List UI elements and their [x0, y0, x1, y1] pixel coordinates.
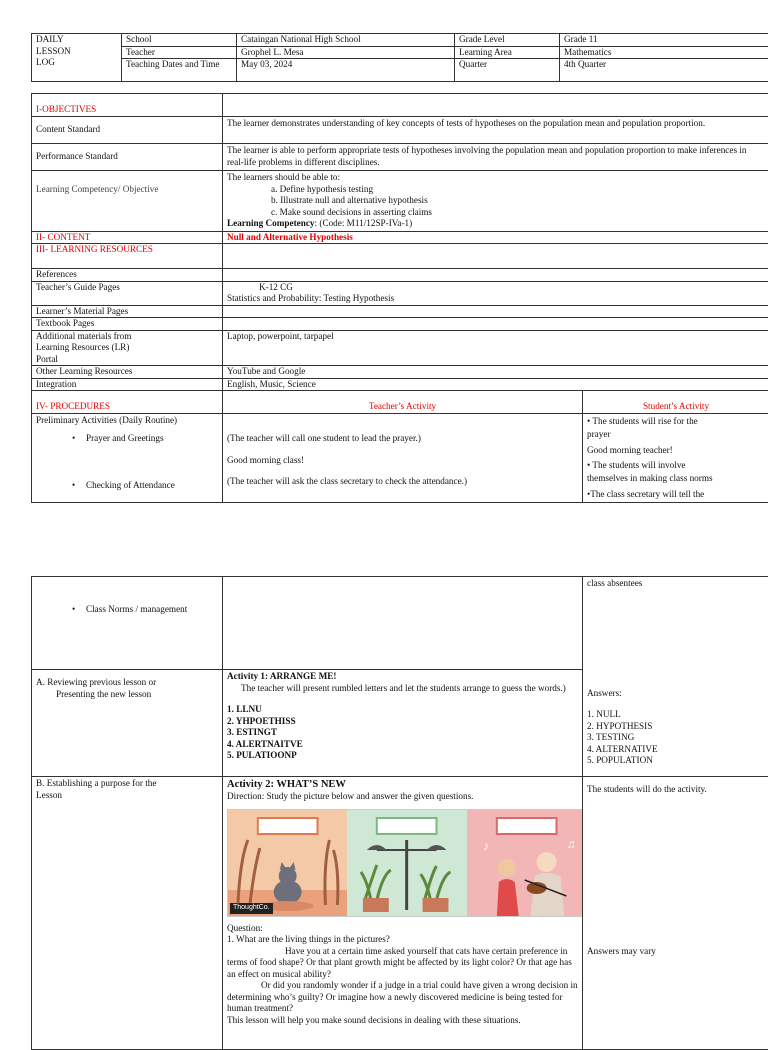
objectives-blank [223, 94, 768, 117]
activity1-cell [223, 670, 583, 777]
teacher-routine-cell [223, 414, 583, 503]
activity2-cell [223, 777, 583, 1050]
plant-panel [347, 810, 466, 916]
quarter-label: Quarter [455, 59, 560, 82]
teacher-label: Teacher [122, 46, 237, 59]
teacher-activity-heading: Teacher’s Activity [223, 391, 583, 414]
integration-value: English, Music, Science [223, 378, 768, 391]
competency-code: Learning Competency: (Code: M11/12SP-IVa-1) [227, 218, 765, 230]
tb-label: Textbook Pages [32, 318, 223, 331]
student-norms-cont: themselves in making class norms [587, 472, 765, 485]
student-secretary: •The class secretary will tell the [587, 488, 765, 501]
student-greet: Good morning teacher! [587, 444, 765, 457]
review-label: A. Reviewing previous lesson or Presenting the new lesson [32, 670, 223, 777]
paragraph-1: Have you at a certain time asked yourself that cats have certain preference in terms of food shape? Or that plant growth might be affected by its light color? Or that age has an effect on musical ability? [227, 946, 578, 981]
purpose-label: B. Establishing a purpose for the Lesson [32, 777, 223, 1050]
competency-item: b. Illustrate null and alternative hypothesis [227, 195, 765, 207]
student-activity2-cell [583, 777, 768, 1050]
competency-intro: The learners should be able to: [227, 172, 765, 184]
performance-standard-label: Performance Standard [32, 144, 223, 171]
performance-standard-text: The learner is able to perform appropriate tests of hypotheses involving the population mean and population proportion to make inferences in real-life problems in different disciplines. [223, 144, 768, 171]
answers-label: Answers: [587, 688, 765, 700]
content-value: Null and Alternative Hypothesis [223, 231, 768, 244]
question-label: Question: [227, 923, 578, 935]
paragraph-3: This lesson will help you make sound decisions in dealing with these situations. [227, 1015, 578, 1027]
competency-label: Learning Competency/ Objective [32, 171, 223, 232]
school-label: School [122, 34, 237, 47]
tg-label: Teacher’s Guide Pages [32, 281, 223, 305]
competency-item: c. Make sound decisions in asserting claims [227, 207, 765, 219]
procedures-heading: IV- PROCEDURES [32, 391, 223, 414]
violin-panel [467, 810, 583, 916]
attendance-label: • Checking of Attendance [36, 480, 218, 492]
quarter-value: 4th Quarter [560, 59, 768, 82]
other-resources-label: Other Learning Resources [32, 366, 223, 379]
dates-value: May 03, 2024 [237, 59, 455, 82]
dll-title: DAILY LESSON LOG [32, 34, 122, 82]
answers-vary: Answers may vary [587, 946, 765, 958]
question-1: 1. What are the living things in the pictures? [227, 934, 578, 946]
teacher-greet: Good morning class! [227, 455, 578, 467]
lesson-table-page2 [31, 576, 768, 1050]
resources-blank [223, 244, 768, 269]
norms-cell [32, 577, 223, 670]
competency-item: a. Define hypothesis testing [227, 184, 765, 196]
class-absentees: class absentees [587, 578, 765, 590]
teacher-value: Grophel L. Mesa [237, 46, 455, 59]
lm-label: Learner’s Material Pages [32, 305, 223, 318]
integration-label: Integration [32, 378, 223, 391]
additional-materials-label: Additional materials from Learning Resources (LR) Portal [32, 330, 223, 366]
preliminary-cell [32, 414, 223, 503]
student-rise: • The students will rise for the [587, 415, 765, 428]
teacher-attendance: (The teacher will ask the class secretary to check the attendance.) [227, 476, 578, 488]
activity2-direction: Direction: Study the picture below and answer the given questions. [227, 791, 578, 803]
school-value: Cataingan National High School [237, 34, 455, 47]
grade-level-value: Grade 11 [560, 34, 768, 47]
content-standard-text: The learner demonstrates understanding of key concepts of tests of hypotheses on the population mean and population proportion. [223, 117, 768, 144]
activity1-text: The teacher will present rumbled letters and let the students arrange to guess the words.) [227, 683, 578, 695]
student-rise-cont: prayer [587, 428, 765, 441]
picture-credit: ThoughtCo. [230, 903, 273, 914]
paragraph-2: Or did you randomly wonder if a judge in a trial could have given a wrong decision in determining who’s guilty? Or imagine how a newly discovered medicine is being tested for human treatment? [227, 980, 578, 1015]
content-heading: II- CONTENT [32, 231, 223, 244]
svg-text:♫: ♫ [566, 837, 575, 851]
grade-level-label: Grade Level [455, 34, 560, 47]
students-do: The students will do the activity. [587, 784, 765, 796]
cat-panel [228, 810, 347, 916]
answers-list: 1. NULL 2. HYPOTHESIS 3. TESTING 4. ALTERNATIVE 5. POPULATION [587, 709, 765, 767]
svg-text:♪: ♪ [483, 839, 489, 853]
header-table [31, 33, 768, 82]
tb-blank [223, 318, 768, 331]
teacher-prayer: (The teacher will call one student to lead the prayer.) [227, 433, 578, 445]
prayer-label: • Prayer and Greetings [36, 433, 218, 445]
answers-cell [583, 577, 768, 777]
activity1-title: Activity 1: ARRANGE ME! [227, 671, 578, 683]
references-blank [223, 269, 768, 282]
student-activity-heading: Student’s Activity [583, 391, 768, 414]
learning-area-label: Learning Area [455, 46, 560, 59]
preliminary-label: Preliminary Activities (Daily Routine) [36, 415, 218, 427]
dates-label: Teaching Dates and Time [122, 59, 237, 82]
objectives-heading: I-OBJECTIVES [32, 94, 223, 117]
tg-value: K-12 CG Statistics and Probability: Testing Hypothesis [223, 281, 768, 305]
norms-label: • Class Norms / management [36, 604, 218, 616]
additional-materials-value: Laptop, powerpoint, tarpapel [223, 330, 768, 366]
competency-cell [223, 171, 768, 232]
student-norms: • The students will involve [587, 459, 765, 472]
references-label: References [32, 269, 223, 282]
content-standard-label: Content Standard [32, 117, 223, 144]
lm-blank [223, 305, 768, 318]
student-routine-cell [583, 414, 768, 503]
learning-area-value: Mathematics [560, 46, 768, 59]
lesson-table-page1 [31, 93, 768, 503]
activity2-title: Activity 2: WHAT’S NEW [227, 778, 578, 791]
norms-teacher-blank [223, 577, 583, 670]
resources-heading: III- LEARNING RESOURCES [32, 244, 223, 269]
activity-picture [227, 809, 583, 917]
other-resources-value: YouTube and Google [223, 366, 768, 379]
jumbled-list: 1. LLNU 2. YHPOETHISS 3. ESTINGT 4. ALERTNAITVE 5. PULATIOONP [227, 704, 578, 762]
